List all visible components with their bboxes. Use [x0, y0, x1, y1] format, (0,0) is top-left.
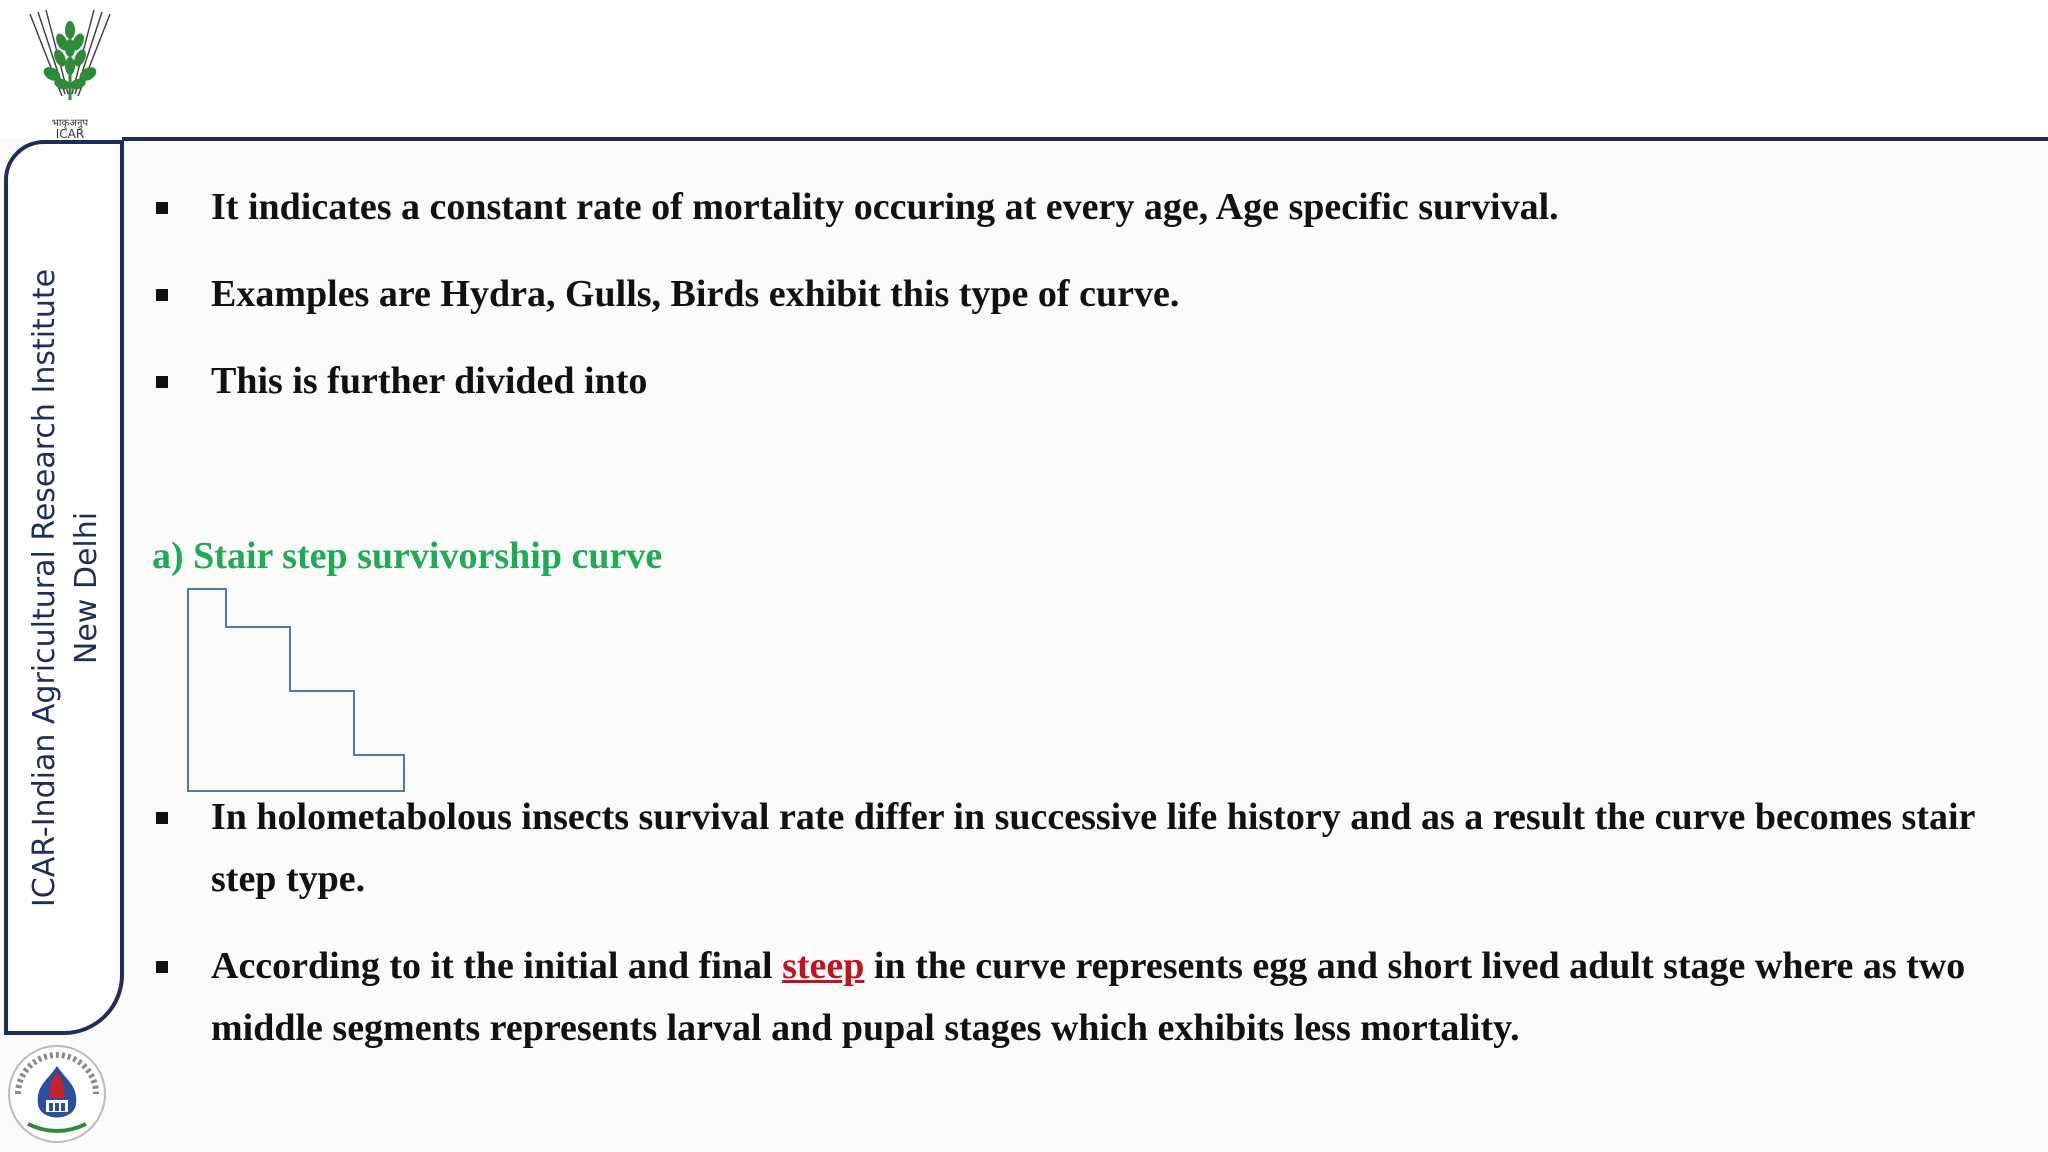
- stair-step-outline: [188, 589, 404, 791]
- steep-description-after: in the curve represents egg and short lived adult stage where as two middle segments represents larval and pupal stages which exhibits less mortality.: [211, 945, 1966, 1049]
- detail-bullet-list: [150, 786, 1980, 1084]
- header-rule: [122, 137, 2048, 141]
- intro-bullet-list: [150, 176, 1980, 437]
- iari-emblem-icon: [6, 1042, 108, 1146]
- icar-hindi-label: भाकृअनुप: [51, 118, 89, 129]
- bullet-further-divided: This is further divided into: [150, 350, 1980, 412]
- steep-link[interactable]: steep: [782, 945, 865, 987]
- bullet-constant-mortality: It indicates a constant rate of mortality occuring at every age, Age specific survival.: [150, 176, 1980, 238]
- stair-step-curve-figure: [185, 586, 407, 794]
- institute-name-line2: New Delhi: [69, 511, 104, 665]
- icar-logo-label: ICAR: [55, 127, 85, 138]
- steep-description-before: According to it the initial and final: [211, 945, 783, 987]
- stair-step-heading: a) Stair step survivorship curve: [152, 535, 663, 577]
- bullet-holometabolous: In holometabolous insects survival rate differ in successive life history and as a result the curve becomes stair step type.: [150, 786, 1980, 910]
- bullet-examples: Examples are Hydra, Gulls, Birds exhibit this type of curve.: [150, 263, 1980, 325]
- institute-name-line1: ICAR-Indian Agricultural Research Institute: [27, 268, 62, 908]
- institute-name: [24, 269, 108, 907]
- icar-wheat-logo-icon: [18, 8, 122, 138]
- bullet-steep-description: [150, 935, 1980, 1059]
